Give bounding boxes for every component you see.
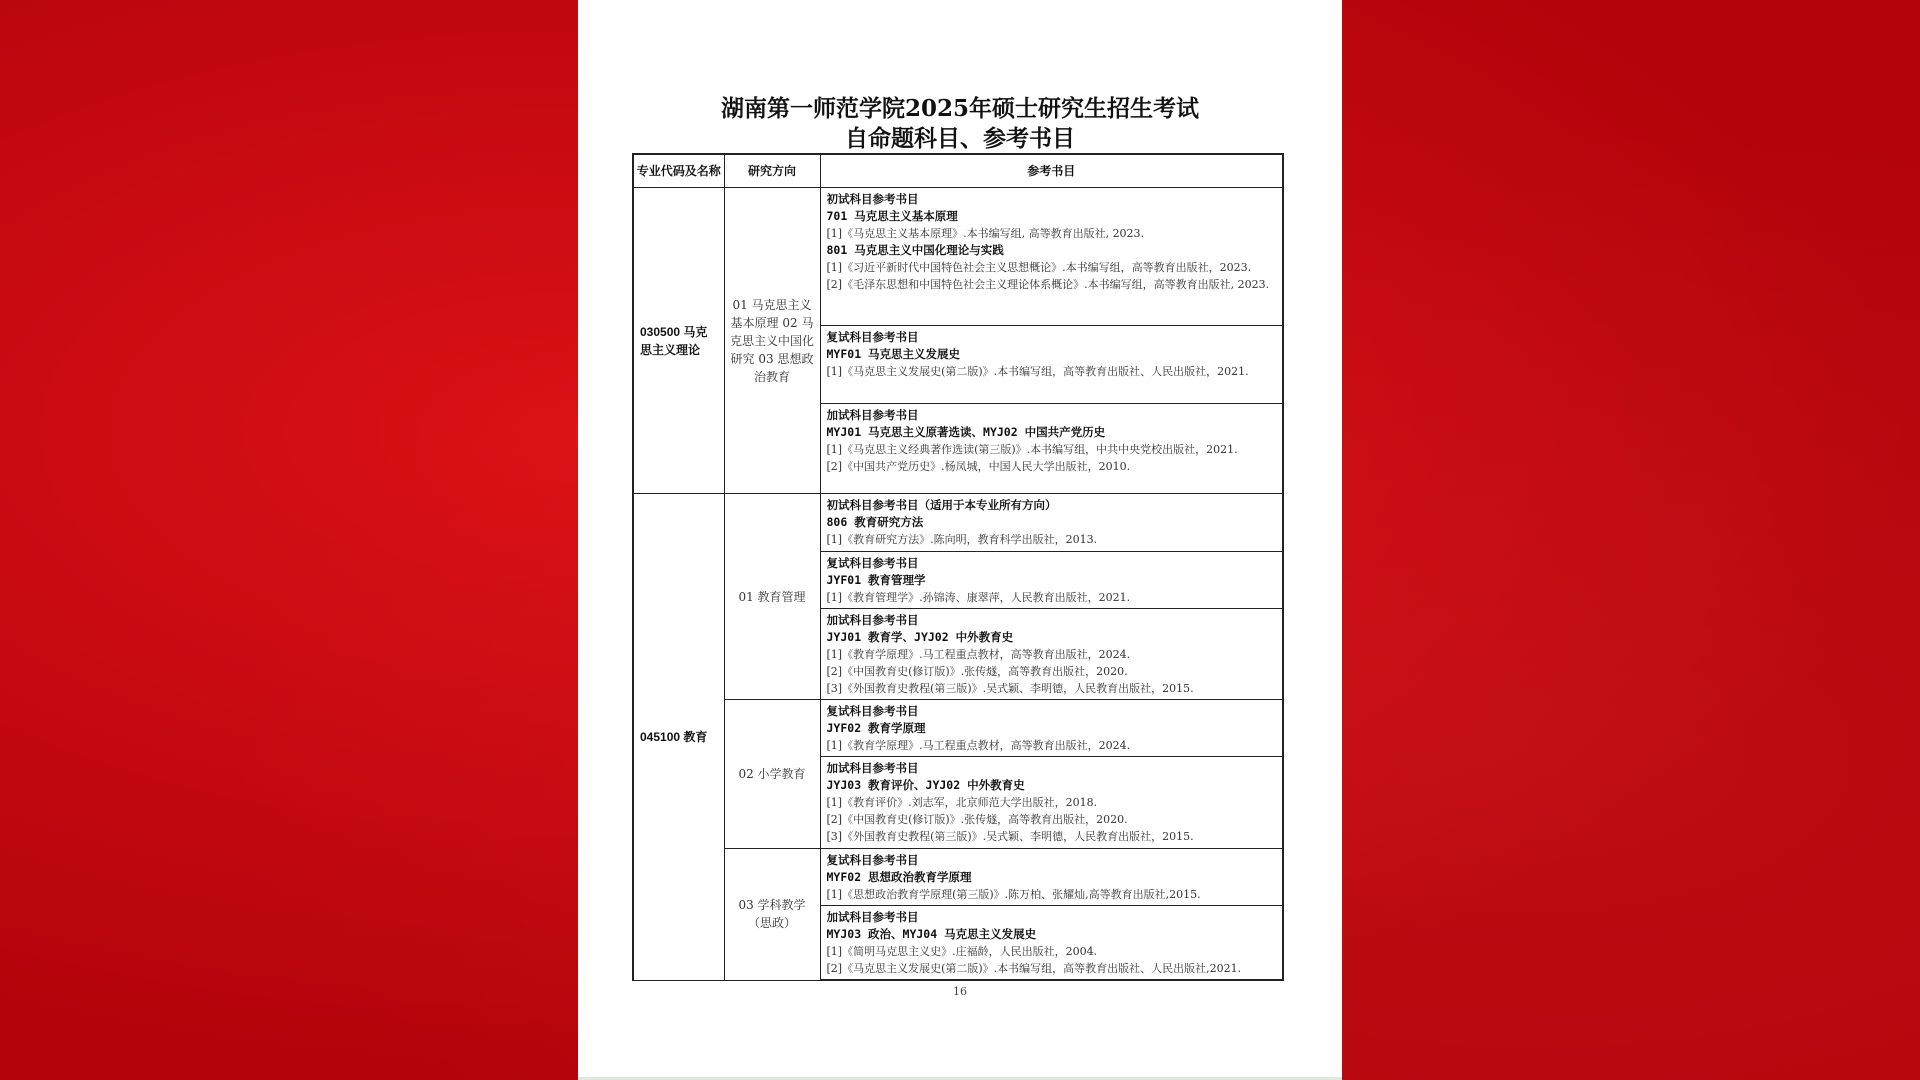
ref-line: [1]《教育管理学》.孙锦涛、康翠萍，人民教育出版社，2021. xyxy=(826,591,1131,604)
subject-line: JYF01 教育管理学 xyxy=(826,573,926,587)
ref-line: [2]《中国教育史(修订版)》.张传燧，高等教育出版社，2020. xyxy=(826,665,1128,678)
block-heading: 复试科目参考书目 xyxy=(826,704,919,718)
ref-block xyxy=(820,552,1283,609)
ref-block xyxy=(820,849,1283,906)
subject-line: MYF01 马克思主义发展史 xyxy=(826,347,961,361)
title-line-2: 自命题科目、参考书目 xyxy=(845,125,1075,152)
direction-cell: 02 小学教育 xyxy=(724,700,820,849)
block-heading: 复试科目参考书目 xyxy=(826,556,919,570)
direction-cell: 01 教育管理 xyxy=(724,494,820,700)
subject-line: JYJ01 教育学、JYJ02 中外教育史 xyxy=(826,630,1014,644)
ref-block xyxy=(820,609,1283,700)
block-heading: 复试科目参考书目 xyxy=(826,330,919,344)
ref-line: [1]《马克思主义基本原理》.本书编写组, 高等教育出版社, 2023. xyxy=(826,227,1145,240)
ref-block xyxy=(820,906,1283,981)
ref-line: [1]《教育研究方法》.陈向明，教育科学出版社，2013. xyxy=(826,533,1098,546)
ref-line: [2]《马克思主义发展史(第二版)》.本书编写组，高等教育出版社、人民出版社,2021. xyxy=(826,962,1242,975)
ref-line: [2]《中国共产党历史》.杨凤城，中国人民大学出版社，2010. xyxy=(826,460,1131,473)
major-name: 045100 教育 xyxy=(633,494,724,981)
block-heading: 加试科目参考书目 xyxy=(826,613,919,627)
ref-block xyxy=(820,700,1283,757)
ref-line: [1]《教育学原理》.马工程重点教材，高等教育出版社，2024. xyxy=(826,648,1131,661)
ref-block xyxy=(820,404,1283,494)
block-heading: 初试科目参考书目 xyxy=(826,192,919,206)
ref-block xyxy=(820,757,1283,849)
ref-line: [2]《毛泽东思想和中国特色社会主义理论体系概论》.本书编写组，高等教育出版社, 2023. xyxy=(826,278,1270,291)
ref-line: [1]《马克思主义经典著作选读(第三版)》.本书编写组，中共中央党校出版社，2021. xyxy=(826,443,1238,456)
table-row xyxy=(633,700,1283,757)
header-refs: 参考书目 xyxy=(820,154,1283,188)
subject-line: 801 马克思主义中国化理论与实践 xyxy=(826,243,1004,257)
table-row xyxy=(633,849,1283,906)
document-title xyxy=(578,94,1342,154)
subject-line: 806 教育研究方法 xyxy=(826,515,924,529)
ref-block xyxy=(820,188,1283,326)
subject-line: 701 马克思主义基本原理 xyxy=(826,209,958,223)
ref-line: [3]《外国教育史教程(第三版)》.吴式颖、李明德，人民教育出版社，2015. xyxy=(826,682,1194,695)
ref-line: [1]《思想政治教育学原理(第三版)》.陈万柏、张耀灿,高等教育出版社,2015. xyxy=(826,888,1201,901)
block-heading: 加试科目参考书目 xyxy=(826,761,919,775)
ref-line: [1]《习近平新时代中国特色社会主义思想概论》.本书编写组，高等教育出版社，2023. xyxy=(826,261,1252,274)
block-heading: 加试科目参考书目 xyxy=(826,408,919,422)
ref-line: [1]《教育评价》.刘志军，北京师范大学出版社，2018. xyxy=(826,796,1098,809)
block-heading: 加试科目参考书目 xyxy=(826,910,919,924)
ref-block xyxy=(820,326,1283,404)
subject-line: MYF02 思想政治教育学原理 xyxy=(826,870,972,884)
major-name: 030500 马克思主义理论 xyxy=(633,188,724,494)
block-heading: 初试科目参考书目（适用于本专业所有方向） xyxy=(826,498,1057,512)
subject-line: JYJ03 教育评价、JYJ02 中外教育史 xyxy=(826,778,1025,792)
document-page xyxy=(578,0,1342,1080)
ref-line: [1]《简明马克思主义史》.庄福龄，人民出版社，2004. xyxy=(826,945,1098,958)
subject-line: MYJ03 政治、MYJ04 马克思主义发展史 xyxy=(826,927,1037,941)
header-direction: 研究方向 xyxy=(724,154,820,188)
reference-table xyxy=(632,153,1284,981)
ref-line: [3]《外国教育史教程(第三版)》.吴式颖、李明德，人民教育出版社，2015. xyxy=(826,830,1194,843)
table-row xyxy=(633,494,1283,552)
title-line-1: 湖南第一师范学院2025年硕士研究生招生考试 xyxy=(720,95,1199,122)
block-heading: 复试科目参考书目 xyxy=(826,853,919,867)
ref-block xyxy=(820,494,1283,552)
table-row xyxy=(633,188,1283,326)
direction-cell: 03 学科教学（思政） xyxy=(724,849,820,981)
subject-line: JYF02 教育学原理 xyxy=(826,721,926,735)
page-number: 16 xyxy=(953,985,967,998)
direction-cell: 01 马克思主义基本原理 02 马克思主义中国化研究 03 思想政治教育 xyxy=(724,188,820,494)
ref-line: [1]《马克思主义发展史(第二版)》.本书编写组，高等教育出版社、人民出版社，2021. xyxy=(826,365,1249,378)
header-major: 专业代码及名称 xyxy=(633,154,724,188)
ref-line: [2]《中国教育史(修订版)》.张传燧，高等教育出版社，2020. xyxy=(826,813,1128,826)
subject-line: MYJ01 马克思主义原著选读、MYJ02 中国共产党历史 xyxy=(826,425,1106,439)
ref-line: [1]《教育学原理》.马工程重点教材，高等教育出版社，2024. xyxy=(826,739,1131,752)
table-header-row xyxy=(633,154,1283,188)
